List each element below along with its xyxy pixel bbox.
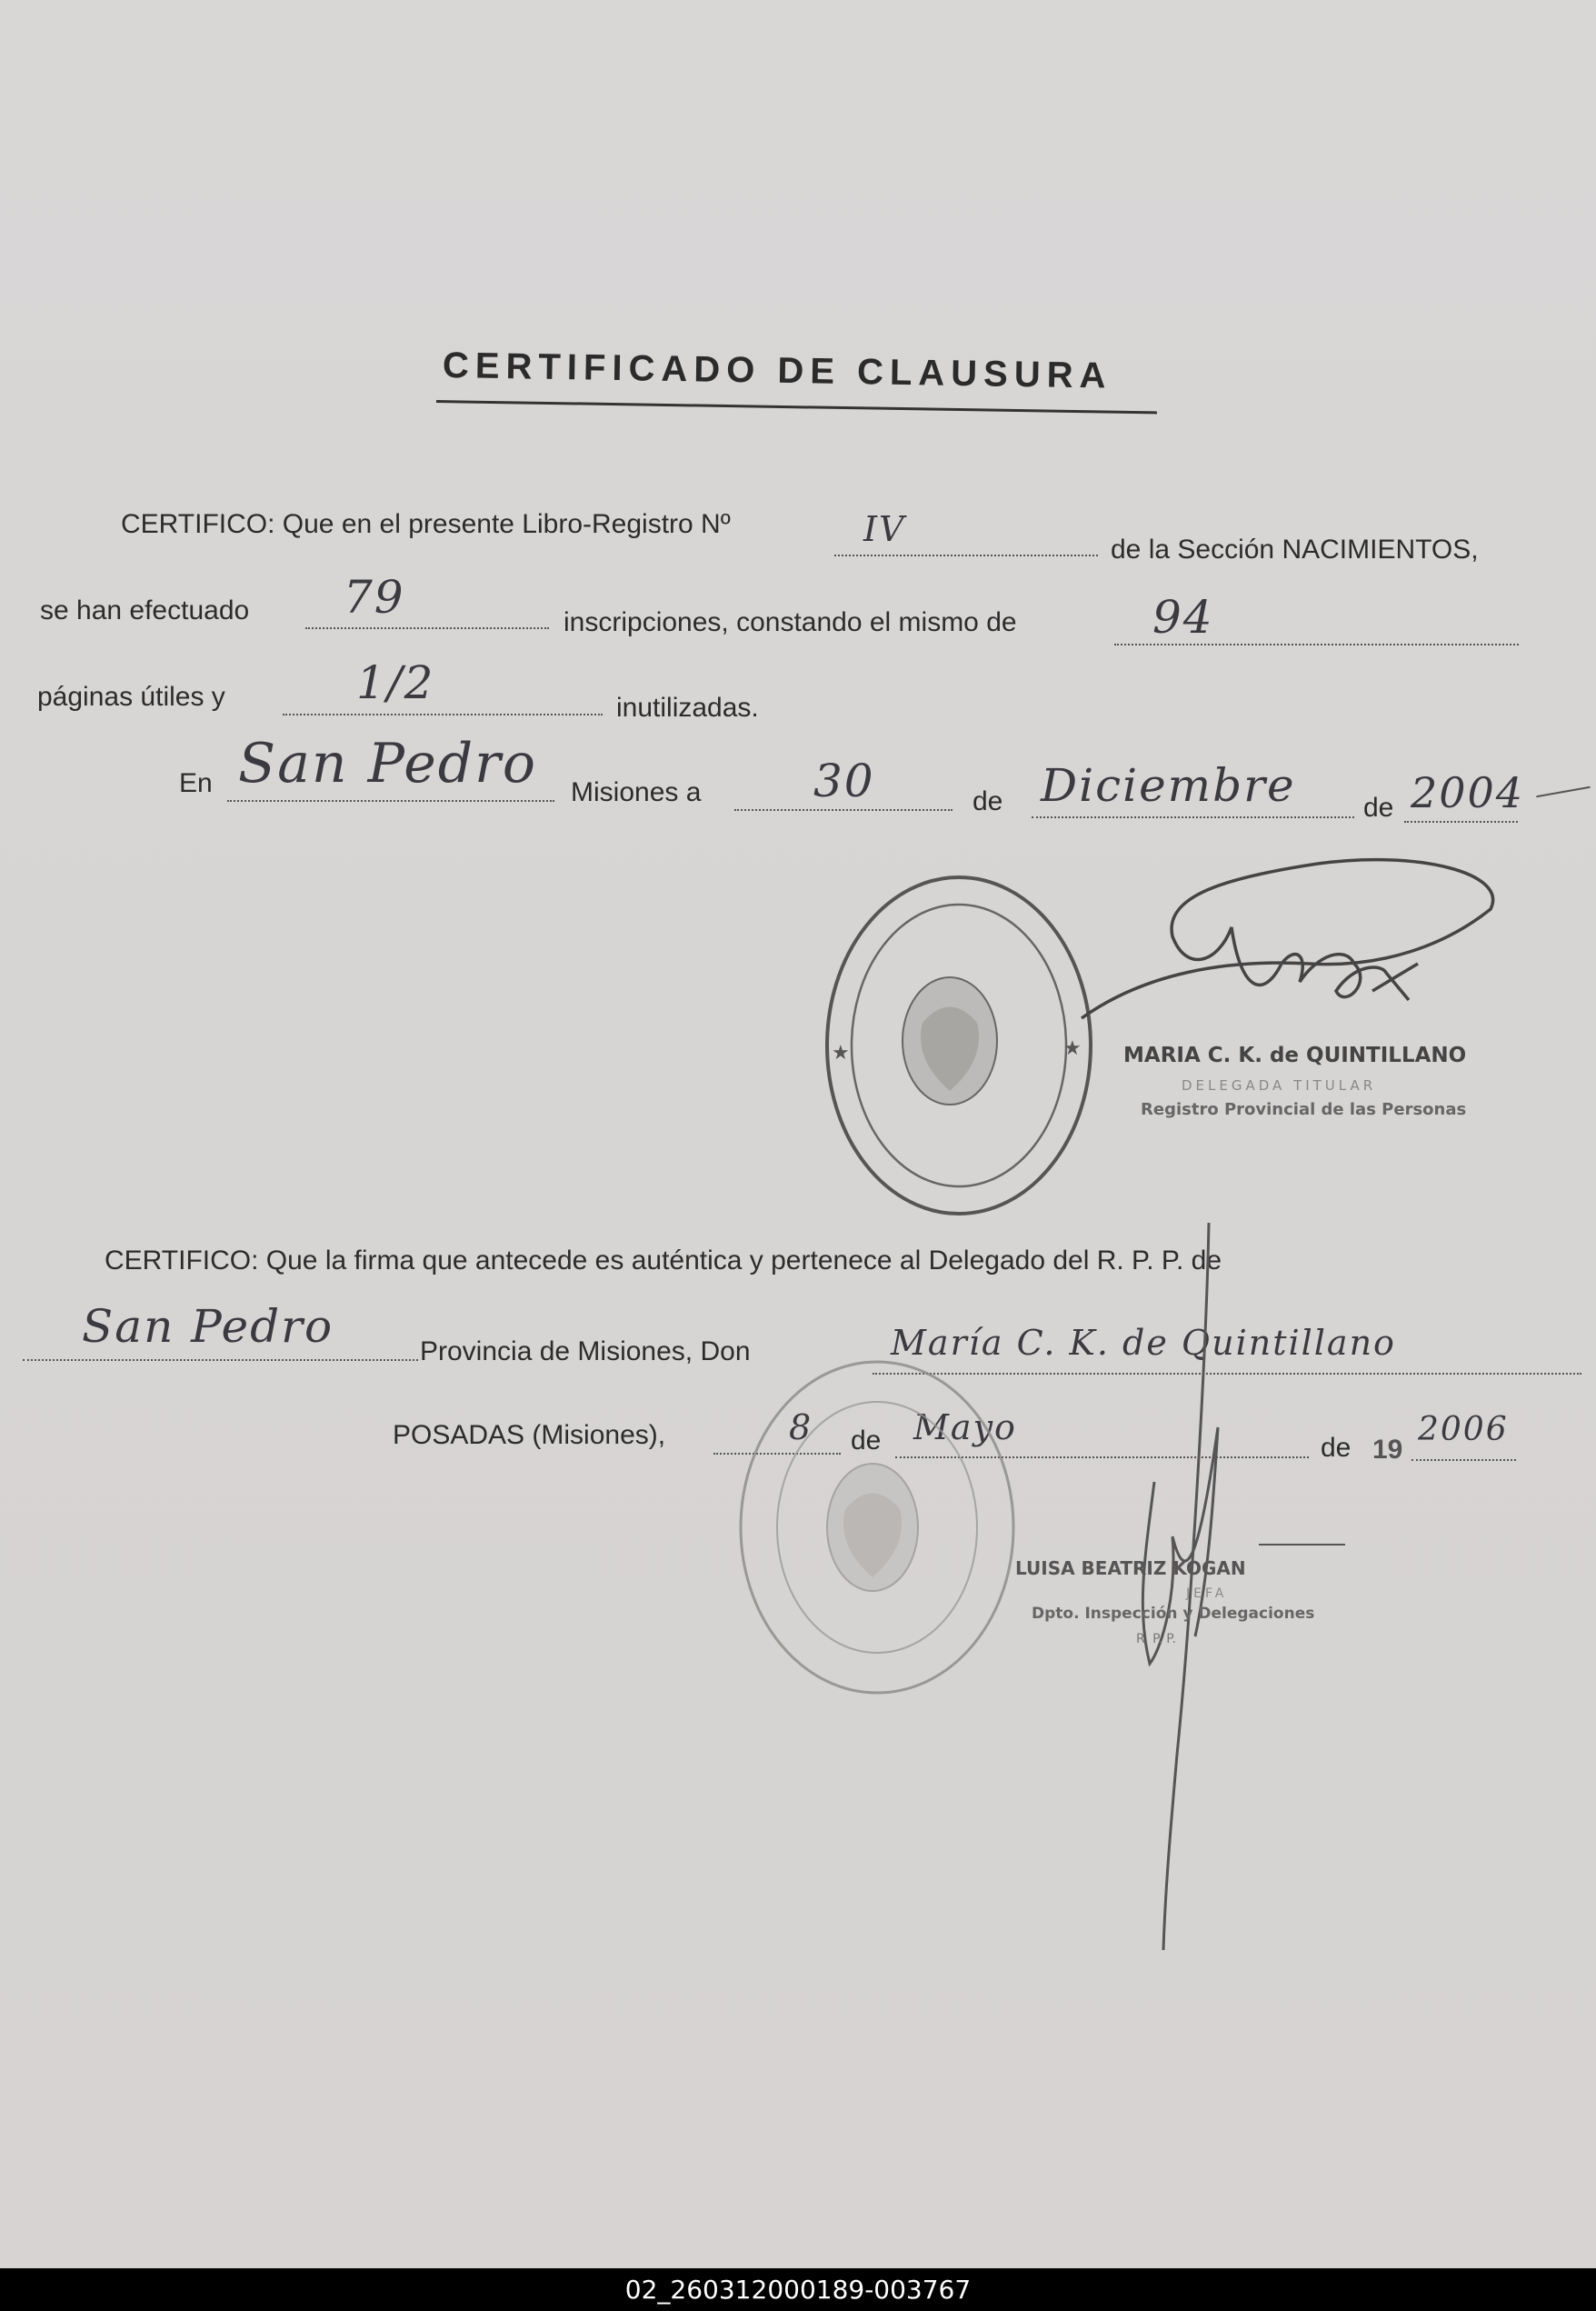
- day-blank: [734, 809, 953, 811]
- signatory1-name: MARIA C. K. de QUINTILLANO: [1123, 1044, 1467, 1067]
- cert2-de-label: de: [851, 1426, 882, 1456]
- cert1-line1-prefix: CERTIFICO: Que en el presente Libro-Registro Nº: [121, 509, 731, 539]
- signature-1: [1072, 855, 1509, 1045]
- signatory2-name: LUISA BEATRIZ KOGAN: [1015, 1557, 1246, 1579]
- signatory2-title: JEFA: [1186, 1586, 1228, 1601]
- place-blank: [227, 800, 554, 802]
- line-end-dash: [1536, 786, 1590, 797]
- paginas-value: 94: [1152, 591, 1214, 644]
- en-label: En: [179, 768, 213, 798]
- libro-number-value: IV: [863, 509, 906, 549]
- cert1-line3-suffix: inutilizadas.: [616, 693, 759, 723]
- cert1-line1-suffix: de la Sección NACIMIENTOS,: [1111, 535, 1479, 565]
- signatory1-org: Registro Provincial de las Personas: [1141, 1100, 1467, 1119]
- signatory2-org: Dpto. Inspección y Delegaciones: [1032, 1605, 1315, 1623]
- place-value: San Pedro: [238, 732, 537, 795]
- cert1-line2-mid: inscripciones, constando el mismo de: [564, 607, 1017, 637]
- signatory2-rule: [1259, 1544, 1345, 1546]
- scan-id-footer: 02_260312000189-003767: [0, 2268, 1596, 2311]
- signatory2-org2: R. P. P.: [1136, 1632, 1177, 1646]
- cert2-place-value: San Pedro: [82, 1300, 334, 1353]
- paginas-blank: [1114, 644, 1519, 645]
- cert2-person-value: María C. K. de Quintillano: [891, 1323, 1396, 1363]
- cert2-year-value: 2006: [1418, 1411, 1509, 1448]
- cert2-year-blank: [1411, 1459, 1516, 1461]
- document-title: CERTIFICADO DE CLAUSURA: [442, 345, 1112, 396]
- inscripciones-blank: [305, 627, 549, 629]
- registry-seal-stamp: [813, 864, 1104, 1227]
- title-underline: [436, 400, 1157, 414]
- month-value: Diciembre: [1041, 759, 1296, 812]
- month-blank: [1032, 816, 1354, 818]
- cert2-line1: CERTIFICO: Que la firma que antecede es auténtica y pertenece al Delegado del R. P. P. de: [105, 1246, 1222, 1276]
- direction-seal-stamp: [732, 1346, 1032, 1709]
- cert2-provincia-label: Provincia de Misiones, Don: [420, 1336, 751, 1366]
- libro-number-blank: [834, 555, 1098, 556]
- inutilizadas-blank: [283, 714, 603, 715]
- misiones-label: Misiones a: [571, 777, 702, 807]
- de-label-1: de: [973, 786, 1003, 816]
- inutilizadas-value: 1/2: [356, 656, 435, 709]
- cert2-month-value: Mayo: [913, 1407, 1017, 1447]
- cert1-line2-prefix: se han efectuado: [40, 595, 250, 625]
- cert1-line3-prefix: páginas útiles y: [37, 682, 225, 712]
- inscripciones-value: 79: [344, 571, 405, 624]
- svg-text:★: ★: [1063, 1037, 1082, 1060]
- de-label-2: de: [1363, 793, 1394, 823]
- cert2-de-year-label: de: [1321, 1433, 1352, 1463]
- year-value: 2004: [1411, 768, 1525, 817]
- posadas-label: POSADAS (Misiones),: [393, 1420, 666, 1450]
- cert2-year-prefix: 19: [1372, 1435, 1403, 1465]
- year-blank: [1404, 821, 1518, 823]
- svg-text:★: ★: [832, 1042, 850, 1065]
- cert2-place-blank: [23, 1359, 418, 1361]
- cert2-day-value: 8: [789, 1407, 813, 1447]
- signatory1-title: DELEGADA TITULAR: [1182, 1077, 1377, 1094]
- day-value: 30: [813, 755, 875, 807]
